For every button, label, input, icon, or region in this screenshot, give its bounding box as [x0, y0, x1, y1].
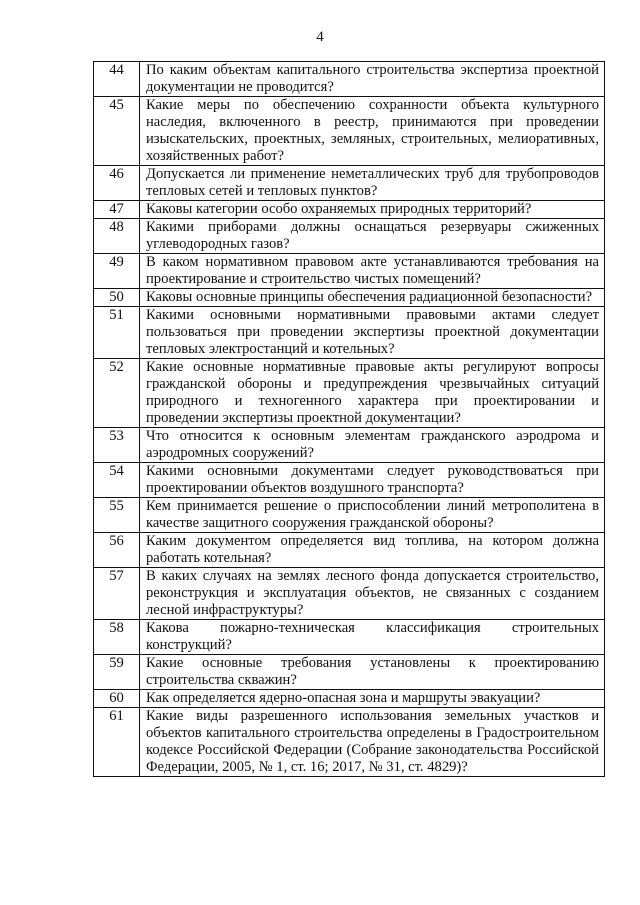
question-number: 57	[94, 568, 140, 620]
question-number: 45	[94, 97, 140, 166]
table-row	[94, 97, 605, 166]
question-number: 50	[94, 289, 140, 307]
question-text: Каким документом определяется вид топлива, на котором должна работать котельная?	[140, 533, 605, 568]
question-number: 48	[94, 219, 140, 254]
question-number: 51	[94, 307, 140, 359]
question-number: 49	[94, 254, 140, 289]
questions-table	[93, 61, 605, 777]
question-number: 54	[94, 463, 140, 498]
question-number: 46	[94, 166, 140, 201]
question-text: Какие меры по обеспечению сохранности объекта культурного наследия, включенного в реестр, принимаются при проведении изыскательских, проектных, земляных, строительных, мелиоративных, хозяйственных работ?	[140, 97, 605, 166]
page-number: 4	[316, 29, 324, 45]
question-text: Какие основные нормативные правовые акты регулируют вопросы гражданской обороны и предупреждения чрезвычайных ситуаций природного и техногенного характера при проектировании и проведении экспертизы проектной документации?	[140, 359, 605, 428]
question-text: Какими основными нормативными правовыми актами следует пользоваться при проведении экспертизы проектной документации тепловых электростанций и котельных?	[140, 307, 605, 359]
question-text: Какими приборами должны оснащаться резервуары сжиженных углеводородных газов?	[140, 219, 605, 254]
table-row	[94, 62, 605, 97]
table-row	[94, 219, 605, 254]
question-text: Какие виды разрешенного использования земельных участков и объектов капитального строительства определены в Градостроительном кодексе Российской Федерации (Собрание законодательства Российской Федерации, 2005, № 1, ст. 16; 2017, № 31, ст. 4829)?	[140, 708, 605, 777]
question-text: Каковы категории особо охраняемых природных территорий?	[140, 201, 605, 219]
table-row	[94, 254, 605, 289]
table-row	[94, 359, 605, 428]
question-number: 58	[94, 620, 140, 655]
question-text: В каких случаях на землях лесного фонда допускается строительство, реконструкция и эксплуатация объектов, не связанных с созданием лесной инфраструктуры?	[140, 568, 605, 620]
question-number: 56	[94, 533, 140, 568]
table-row	[94, 655, 605, 690]
table-row	[94, 568, 605, 620]
table-row	[94, 690, 605, 708]
question-number: 59	[94, 655, 140, 690]
table-row	[94, 201, 605, 219]
question-text: Каковы основные принципы обеспечения радиационной безопасности?	[140, 289, 605, 307]
table-row	[94, 289, 605, 307]
question-text: Кем принимается решение о приспособлении линий метрополитена в качестве защитного сооружения гражданской обороны?	[140, 498, 605, 533]
question-text: Допускается ли применение неметаллических труб для трубопроводов тепловых сетей и тепловых пунктов?	[140, 166, 605, 201]
question-number: 60	[94, 690, 140, 708]
question-text: Какие основные требования установлены к проектированию строительства скважин?	[140, 655, 605, 690]
question-text: Что относится к основным элементам гражданского аэродрома и аэродромных сооружений?	[140, 428, 605, 463]
table-row	[94, 307, 605, 359]
table-row	[94, 498, 605, 533]
question-number: 55	[94, 498, 140, 533]
question-text: Какова пожарно-техническая классификация строительных конструкций?	[140, 620, 605, 655]
question-text: По каким объектам капитального строительства экспертиза проектной документации не проводится?	[140, 62, 605, 97]
question-number: 61	[94, 708, 140, 777]
question-text: Какими основными документами следует руководствоваться при проектировании объектов воздушного транспорта?	[140, 463, 605, 498]
table-row	[94, 463, 605, 498]
question-text: Как определяется ядерно-опасная зона и маршруты эвакуации?	[140, 690, 605, 708]
questions-table-body	[94, 62, 605, 777]
question-number: 47	[94, 201, 140, 219]
question-number: 44	[94, 62, 140, 97]
question-number: 52	[94, 359, 140, 428]
question-text: В каком нормативном правовом акте устанавливаются требования на проектирование и строительство чистых помещений?	[140, 254, 605, 289]
table-row	[94, 428, 605, 463]
table-row	[94, 708, 605, 777]
table-row	[94, 533, 605, 568]
question-number: 53	[94, 428, 140, 463]
table-row	[94, 620, 605, 655]
table-row	[94, 166, 605, 201]
